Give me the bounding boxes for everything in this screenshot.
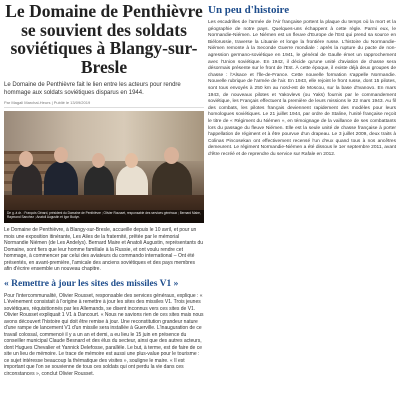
photo-head-5 xyxy=(164,147,179,164)
photo-caption: De g. à dr. : François Gérard, président du Domaine de Penthièvre ; Olivier Rousset, responsable des services généraux ; Bernard Maire, Raymond Sanchez ; Anatoli Augustin et Igor Budyn. xyxy=(4,210,204,223)
photo-head-4 xyxy=(125,153,138,168)
article-byline: Par Magali Marchal-Heurs | Publié le 13/09/2019 xyxy=(4,100,204,108)
article-headline: Le Domaine de Penthièvre se souvient des soldats soviétiques à Blangy-sur-Bresle xyxy=(5,1,203,77)
article-photo xyxy=(4,111,204,223)
sidebar-text: Les escadrilles de l'armée de l'Air française portent la plaque du temps où la mort et la géographie de notre pays. Quelques-uns échappent à cette règle. Parmi eux, le Normandie-Niémen. Le Niémen est un fleuve d'Europe de l'Est qui prend sa source en Biélorussie, traverse la Lituanie et longe la frontière russe. L'histoire du Normandie-Niémen remonte à la Seconde Guerre mondiale : après la rupture du pacte de non-agression germano-soviétique en 1941, le général de Gaulle émet un rapprochement avec l'Union soviétique. En 1942, il décide qu'une unité d'aviation de chasse sera désormais présente sur le front de l'Est. À cette époque, il existe déjà deux groupes de chasse : l'Alsace et l'Île-de-France. Cette nouvelle formation s'appelle Normandie. Nouvelle rubrique de l'armée de l'air. En 1943, elle rejoint le front russe, dont 15 pilotes, sont tous envoyés à 250 km au nord-est de Moscou, sur la base d'Ivanovo. En mars 1943, de nouveaux pilotes et Yakovlevs (ou Yaks) fournis par le commandement soviétique, les Français effectuent la première de leurs missions le 22 mars 1943. Au fil des combats, les pilotes français deviennent rapidement des modèles pour leurs homologues soviétiques. Le 21 juillet 1944, par ordre de Staline, l'unité française reçoit le titre de « Régiment du Niémen », en témoignage de la vaillance de ses combattants lors du passage du fleuve Niémen. Elle est la seule unité de chasse française à porter l'appellation de régiment et à être pourvue d'un drapeau. Le 3 juillet 2009, deux traits à Colinas Pincosekan ont effectivement recensé l'un d'eux quand tous à nos ancêtres demeurent. Le régiment Normandie-Niémen a été dissous le 1er septembre 2011, avant d'être recréé et de reprendre du service sur Rafale en 2012. xyxy=(208,20,396,157)
article-body-1: Le Domaine de Penthièvre, à Blangy-sur-Bresle, accueille depuis le 10 avril, et pour un mois une exposition itinérante, Les Ailes de la fraternité, prêtée par le mémorial Normandie Niémen (de Les Andelys). Bernard Maire et Anatoli Augustin, représentants du Domaine, sont fiers que leur homme familiale à la Russie, et ont voulu rendre cet hommage, à commencer par celui des aviateurs du commando international – Ont été présentés, en avant-première, l'amicale des anciens soviétiques et des pays membres afin d'écrire ensemble un nouveau chapitre. xyxy=(4,227,203,272)
article-body-2: Pour l'intercommunalité, Olivier Rousset, responsable des services généraux, explique : « L'événement consistait à l'origine à remettre à jour les sites des missiles V1. Trois jeunes soviétiques, réquisitionnés par les Allemands, se disent inconnus vers ces sites de V1. Olivier Rousset expliquait 1 V1 à Dancourt. « Nous ne savions rien de ces sites mais nous avons découvert l'histoire qui doit être remise à jour. Une reconstitution grandeur nature d'une rampe de lancement V1 d'un missile sera installée à Guerville. L'inauguration de ce travail colossal, commencé il y a un an et demi, a eu lieu le 15 juin en présence du conseiller municipal Claude Besnard et des élus du secteur, ainsi que des autres acteurs, dont Hugues Chevalier et Yannick Delefosse, parallèle. Le but, à terme, est de faire de ce site un lieu de mémoire. Le trace de mémoire est aussi une plus-value pour le tourisme : ce sujet intéresse beaucoup la thématique des visites », souligne le maire. « Il est important que l'on se souvienne de tous ces soldats qui ont perdu la vie dans ces circonstances », conclut Olivier Rousset. xyxy=(4,292,204,377)
sidebar-title: Un peu d'histoire xyxy=(208,4,290,16)
photo-head-2 xyxy=(54,147,68,163)
photo-head-1 xyxy=(19,151,33,167)
photo-head-3 xyxy=(92,153,105,168)
article-pull-quote: « Remettre à jour les sites des missiles V1 » xyxy=(4,278,179,289)
article-lead: Le Domaine de Penthièvre fait le lien entre les acteurs pour rendre hommage aux soldats soviétiques disparus en 1944. xyxy=(4,82,181,96)
sidebar-column xyxy=(208,4,396,400)
article-column xyxy=(4,0,204,400)
